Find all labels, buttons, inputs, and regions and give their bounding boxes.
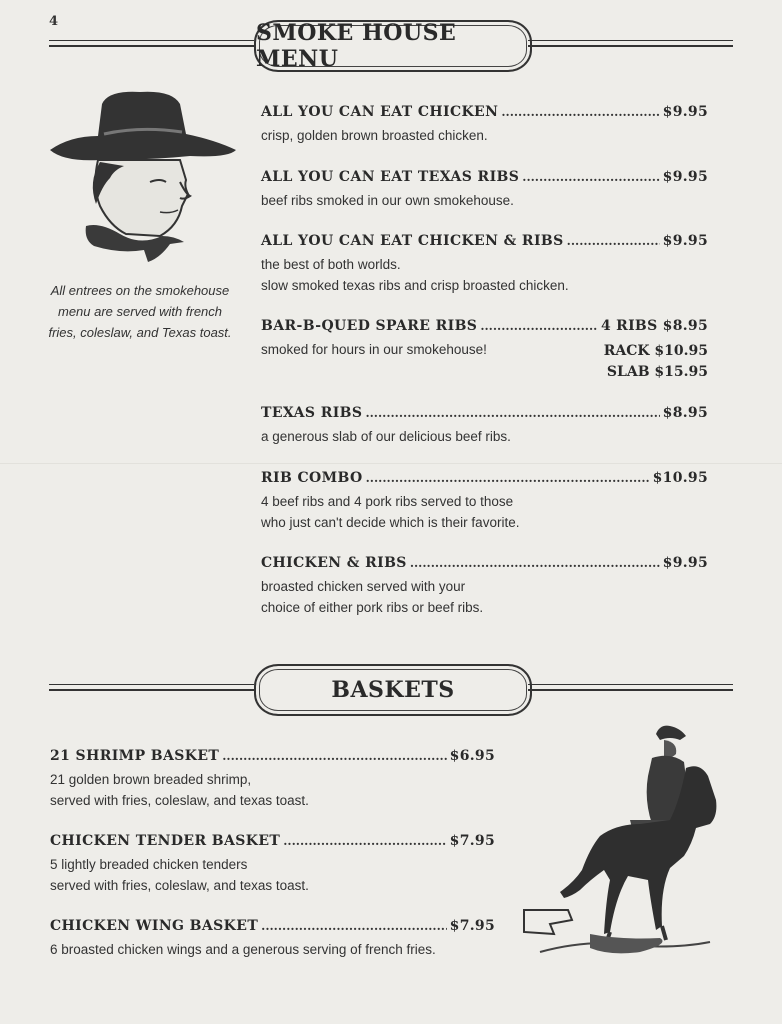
item-price: 4 RIBS $8.95: [600, 318, 708, 334]
page-number: 4: [49, 14, 59, 29]
leader-dots: [522, 170, 659, 184]
menu-item: [50, 833, 495, 896]
item-description: served with fries, coleslaw, and texas toast.: [50, 792, 309, 808]
item-name: TEXAS RIBS: [261, 405, 363, 421]
item-price: $9.95: [662, 169, 708, 185]
item-price: $7.95: [449, 833, 495, 849]
item-description: 5 lightly breaded chicken tenders: [50, 857, 248, 872]
baskets-banner: [0, 658, 782, 718]
leader-dots: [480, 319, 598, 333]
note-line: fries, coleslaw, and Texas toast.: [48, 325, 232, 340]
menu-item: [261, 555, 708, 618]
banner-rule-right: [528, 40, 733, 47]
banner-rule-right: [528, 684, 733, 691]
item-name: ALL YOU CAN EAT CHICKEN: [261, 104, 499, 120]
leader-dots: [410, 556, 660, 570]
item-price: SLAB $15.95: [606, 364, 708, 380]
item-description: a generous slab of our delicious beef ribs.: [261, 429, 511, 444]
smokehouse-title: SMOKE HOUSE MENU: [256, 20, 457, 72]
item-price: $9.95: [662, 104, 708, 120]
item-name: RIB COMBO: [261, 470, 363, 486]
item-price: $9.95: [662, 555, 708, 571]
leader-dots: [366, 471, 650, 485]
cowboy-portrait-illustration: [40, 86, 240, 270]
item-description: 21 golden brown breaded shrimp,: [50, 772, 252, 787]
item-price: RACK $10.95: [603, 343, 708, 359]
menu-item: [261, 233, 708, 296]
item-description: choice of either pork ribs or beef ribs.: [261, 599, 484, 615]
item-description: 4 beef ribs and 4 pork ribs served to those: [261, 494, 514, 509]
smokehouse-title-badge: [254, 20, 532, 72]
smokehouse-banner: [0, 14, 782, 74]
item-description: served with fries, coleslaw, and texas toast.: [50, 877, 309, 893]
item-description: broasted chicken served with your: [261, 579, 466, 594]
item-description: the best of both worlds.: [261, 257, 401, 272]
menu-item: [261, 169, 708, 212]
page-fold-line: [0, 463, 782, 464]
baskets-title-badge: [254, 664, 532, 716]
item-description: slow smoked texas ribs and crisp broasted chicken.: [261, 277, 569, 293]
item-price: $10.95: [652, 470, 708, 486]
horse-and-rider-illustration: [520, 720, 720, 970]
banner-rule-left: [49, 40, 254, 47]
note-line: All entrees on the smokehouse: [50, 283, 230, 298]
leader-dots: [501, 105, 659, 119]
baskets-title: BASKETS: [331, 677, 455, 703]
menu-item: [50, 748, 495, 811]
item-description: smoked for hours in our smokehouse!: [261, 342, 487, 357]
leader-dots: [567, 234, 660, 248]
item-name: ALL YOU CAN EAT CHICKEN & RIBS: [261, 233, 564, 249]
smokehouse-note: [40, 280, 240, 343]
leader-dots: [261, 919, 447, 933]
item-description: 6 broasted chicken wings and a generous serving of french fries.: [50, 942, 436, 957]
leader-dots: [222, 749, 446, 763]
menu-item: [261, 470, 708, 533]
item-description: crisp, golden brown broasted chicken.: [261, 128, 488, 143]
leader-dots: [365, 406, 659, 420]
item-description: beef ribs smoked in our own smokehouse.: [261, 193, 514, 208]
item-name: 21 SHRIMP BASKET: [50, 748, 220, 764]
item-price: $7.95: [449, 918, 495, 934]
item-name: ALL YOU CAN EAT TEXAS RIBS: [261, 169, 520, 185]
item-price: $8.95: [662, 405, 708, 421]
menu-item: [261, 104, 708, 147]
item-name: CHICKEN TENDER BASKET: [50, 833, 281, 849]
item-price: $9.95: [662, 233, 708, 249]
note-line: menu are served with french: [57, 304, 223, 319]
item-price: $6.95: [449, 748, 495, 764]
menu-item: [261, 405, 708, 448]
item-description: who just can't decide which is their favorite.: [261, 514, 520, 530]
item-name: CHICKEN WING BASKET: [50, 918, 259, 934]
spare-ribs-extra-prices: [560, 341, 708, 383]
item-name: BAR-B-QUED SPARE RIBS: [261, 318, 478, 334]
leader-dots: [283, 834, 446, 848]
menu-item: [50, 918, 495, 961]
banner-rule-left: [49, 684, 254, 691]
item-name: CHICKEN & RIBS: [261, 555, 407, 571]
